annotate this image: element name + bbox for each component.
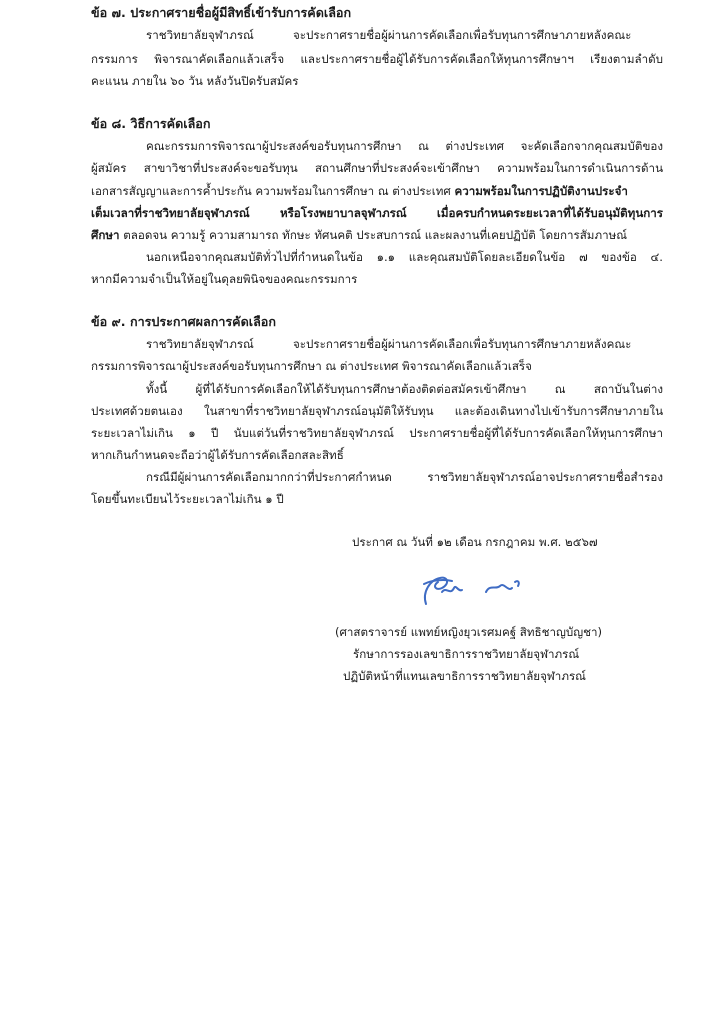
section-7-line-1b: จะประกาศรายชื่อผู้ผ่านการคัดเลือกเพื่อรับทุนการศึกษาภายหลังคณะ [293, 28, 632, 42]
section-8-line-3-regular: เอกสารสัญญาและการค้ำประกัน ความพร้อมในการศึกษา ณ ต่างประเทศ [91, 184, 455, 198]
signatory-position-1: รักษาการรองเลขาธิการราชวิทยาลัยจุฬาภรณ์ [353, 647, 580, 661]
section-9-line-1b: จะประกาศรายชื่อผู้ผ่านการคัดเลือกเพื่อรับทุนการศึกษาภายหลังคณะ [293, 337, 632, 351]
section-8-line-7: หากมีความจำเป็นให้อยู่ในดุลยพินิจของคณะกรรมการ [91, 272, 358, 286]
section-9-line-7: กรณีมีผู้ผ่านการคัดเลือกมากกว่าที่ประกาศกำหนด ราชวิทยาลัยจุฬาภรณ์อาจประกาศรายชื่อสำรอง [146, 470, 663, 484]
section-8-line-6: นอกเหนือจากคุณสมบัติทั่วไปที่กำหนดในข้อ ๑.๑ และคุณสมบัติโดยละเอียดในข้อ ๗ ของข้อ ๔. [146, 250, 663, 264]
section-9-line-8: โดยขึ้นทะเบียนไว้ระยะเวลาไม่เกิน ๑ ปี [91, 492, 284, 506]
section-9-line-5: ระยะเวลาไม่เกิน ๑ ปี นับแต่วันที่ราชวิทยาลัยจุฬาภรณ์ ประกาศรายชื่อผู้ที่ได้รับการคัดเลือกให้ทุนการศึกษา [91, 426, 663, 440]
section-7-line-1a: ราชวิทยาลัยจุฬาภรณ์ [146, 28, 254, 42]
section-7-heading: ข้อ ๗. ประกาศรายชื่อผู้มีสิทธิ์เข้ารับการคัดเลือก [91, 5, 352, 20]
section-7-line-3: คะแนน ภายใน ๖๐ วัน หลังวันปิดรับสมัคร [91, 74, 299, 88]
section-8-line-3-bold: ความพร้อมในการปฏิบัติงานประจำ [454, 184, 628, 198]
section-8-line-4: เต็มเวลาที่ราชวิทยาลัยจุฬาภรณ์ หรือโรงพยาบาลจุฬาภรณ์ เมื่อครบกำหนดระยะเวลาที่ได้รับอนุมัติทุนการ [91, 206, 663, 220]
section-9-line-3: ทั้งนี้ ผู้ที่ได้รับการคัดเลือกให้ได้รับทุนการศึกษาต้องติดต่อสมัครเข้าศึกษา ณ สถาบันในต่าง [146, 382, 663, 396]
announcement-date: ประกาศ ณ วันที่ ๑๒ เดือน กรกฎาคม พ.ศ. ๒๕๖๗ [352, 535, 598, 549]
section-8-heading: ข้อ ๘. วิธีการคัดเลือก [91, 116, 211, 131]
signatory-name: (ศาสตราจารย์ แพทย์หญิงยุวเรศมคฐ์ สิทธิชาญบัญชา) [335, 625, 603, 639]
section-9-line-2: กรรมการพิจารณาผู้ประสงค์ขอรับทุนการศึกษา ณ ต่างประเทศ พิจารณาคัดเลือกแล้วเสร็จ [91, 359, 532, 373]
section-9-line-6: หากเกินกำหนดจะถือว่าผู้ได้รับการคัดเลือกสละสิทธิ์ [91, 448, 344, 462]
section-9-line-1a: ราชวิทยาลัยจุฬาภรณ์ [146, 337, 254, 351]
section-8-line-5 [91, 230, 627, 242]
signatory-position-2: ปฏิบัติหน้าที่แทนเลขาธิการราชวิทยาลัยจุฬาภรณ์ [343, 669, 586, 683]
section-8-line-5-bold: ศึกษา [91, 228, 120, 242]
section-8-line-3 [91, 186, 663, 198]
signature-icon [412, 570, 542, 610]
section-8-line-2: ผู้สมัคร สาขาวิชาที่ประสงค์จะขอรับทุน สถานศึกษาที่ประสงค์จะเข้าศึกษา ความพร้อมในการดำเนินการด้าน [91, 161, 663, 175]
section-8-line-5-regular: ตลอดจน ความรู้ ความสามารถ ทักษะ ทัศนคติ ประสบการณ์ และผลงานที่เคยปฏิบัติ โดยการสัมภาษณ์ [119, 228, 627, 242]
section-8-line-1: คณะกรรมการพิจารณาผู้ประสงค์ขอรับทุนการศึกษา ณ ต่างประเทศ จะคัดเลือกจากคุณสมบัติของ [146, 139, 663, 153]
section-9-line-4: ประเทศด้วยตนเอง ในสาขาที่ราชวิทยาลัยจุฬาภรณ์อนุมัติให้รับทุน และต้องเดินทางไปเข้ารับการศึกษาภายใน [91, 404, 663, 418]
section-7-line-2: กรรมการ พิจารณาคัดเลือกแล้วเสร็จ และประกาศรายชื่อผู้ได้รับการคัดเลือกให้ทุนการศึกษาฯ เรียงตามลำดับ [91, 52, 663, 66]
section-9-heading: ข้อ ๙. การประกาศผลการคัดเลือก [91, 314, 276, 329]
